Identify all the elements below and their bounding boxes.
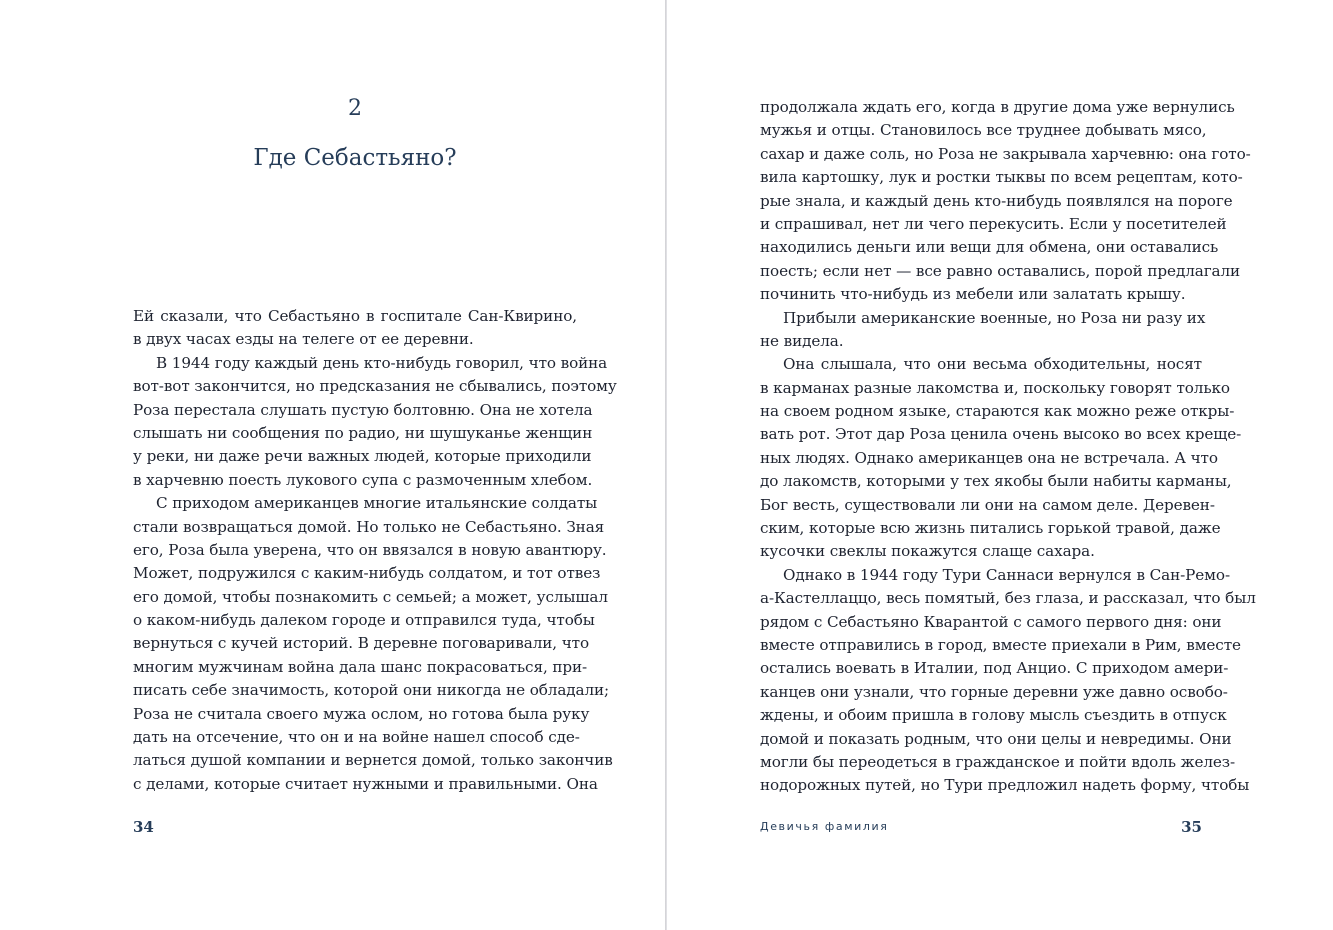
right-page <box>760 0 1256 930</box>
text-line: в карманах разные лакомства и, поскольку говорят только <box>760 378 1230 397</box>
left-page-body <box>133 305 617 796</box>
text-line: рядом с Себастьяно Кварантой с самого первого дня: они <box>760 612 1222 631</box>
text-line: вила картошку, лук и ростки тыквы по всем рецептам, кото- <box>760 168 1243 187</box>
text-line: с делами, которые считает нужными и правильными. Она <box>133 774 598 793</box>
text-line: вот-вот закончится, но предсказания не сбывались, поэтому <box>133 377 617 396</box>
text-line: продолжала ждать его, когда в другие дома уже вернулись <box>760 98 1235 116</box>
text-line: ским, которые всю жизнь питались горькой травой, даже <box>760 519 1221 538</box>
text-line: в двух часах езды на телеге от ее деревни. <box>133 330 474 349</box>
text-line: стали возвращаться домой. Но только не Себастьяно. Зная <box>133 517 605 536</box>
left-page <box>133 0 617 930</box>
text-line: остались воевать в Италии, под Анцио. С приходом амери- <box>760 659 1229 678</box>
text-line: многим мужчинам война дала шанс покрасоваться, при- <box>133 657 588 676</box>
text-line: Роза перестала слушать пустую болтовню. Она не хотела <box>133 400 593 419</box>
text-line: Она слышала, что они весьма обходительны, носят <box>783 355 1202 374</box>
text-line: могли бы переодеться в гражданское и пойти вдоль желез- <box>760 752 1236 771</box>
text-line: вместе отправились в город, вместе приехали в Рим, вместе <box>760 635 1241 654</box>
text-line: находились деньги или вещи для обмена, они оставались <box>760 238 1219 257</box>
text-line: о каком-нибудь далеком городе и отправился туда, чтобы <box>133 611 595 630</box>
text-line: на своем родном языке, стараются как можно реже откры- <box>760 402 1235 421</box>
text-line: Роза не считала своего мужа ослом, но готова была руку <box>133 704 590 723</box>
text-line: сахар и даже соль, но Роза не закрывала харчевню: она гото- <box>760 144 1251 163</box>
text-line: латься душой компании и вернется домой, только закончив <box>133 751 613 770</box>
text-line: и спрашивал, нет ли чего перекусить. Если у посетителей <box>760 214 1227 233</box>
text-line: Может, подружился с каким-нибудь солдатом, и тот отвез <box>133 564 601 583</box>
text-line: Ей сказали, что Себастьяно в госпитале Сан-Квирино, <box>133 307 577 325</box>
chapter-title: Где Себастьяно? <box>253 145 457 171</box>
text-line: вать рот. Этот дар Роза ценила очень высоко во всех креще- <box>760 425 1242 444</box>
text-line: его, Роза была уверена, что он ввязался в новую авантюру. <box>133 540 607 559</box>
text-line: ных людях. Однако американцев она не встречала. А что <box>760 448 1218 467</box>
text-line: Прибыли американские военные, но Роза ни разу их <box>783 308 1206 327</box>
text-line: ждены, и обоим пришла в голову мысль съездить в отпуск <box>760 706 1227 725</box>
text-line: Бог весть, существовали ли они на самом деле. Деревен- <box>760 495 1215 514</box>
text-line: а-Кастеллаццо, весь помятый, без глаза, и рассказал, что был <box>760 589 1256 608</box>
page-number: 35 <box>1181 818 1202 836</box>
page-number: 34 <box>133 818 154 836</box>
text-line: в харчевню поесть лукового супа с размоченным хлебом. <box>133 470 593 489</box>
text-line: рые знала, и каждый день кто-нибудь появлялся на пороге <box>760 191 1233 210</box>
text-line: нодорожных путей, но Тури предложил надеть форму, чтобы <box>760 776 1250 795</box>
text-line: до лакомств, которыми у тех якобы были набиты карманы, <box>760 472 1232 491</box>
text-line: домой и показать родным, что они целы и невредимы. Они <box>760 729 1232 748</box>
text-line: поесть; если нет — все равно оставались, порой предлагали <box>760 261 1241 280</box>
text-line: его домой, чтобы познакомить с семьей; а может, услышал <box>133 587 608 606</box>
text-line: не видела. <box>760 331 844 350</box>
text-line: С приходом американцев многие итальянские солдаты <box>156 494 598 513</box>
text-line: писать себе значимость, которой они никогда не обладали; <box>133 681 610 700</box>
chapter-number: 2 <box>348 96 362 121</box>
text-line: кусочки свеклы покажутся слаще сахара. <box>760 542 1095 561</box>
right-page-body <box>760 96 1256 798</box>
text-line: В 1944 году каждый день кто-нибудь говорил, что война <box>156 353 608 372</box>
running-head: Девичья фамилия <box>760 820 889 833</box>
text-line: вернуться с кучей историй. В деревне поговаривали, что <box>133 634 590 653</box>
text-line: у реки, ни даже речи важных людей, которые приходили <box>133 447 592 466</box>
text-line: слышать ни сообщения по радио, ни шушуканье женщин <box>133 423 593 442</box>
text-line: канцев они узнали, что горные деревни уже давно освобо- <box>760 682 1228 701</box>
book-gutter <box>665 0 667 930</box>
text-line: дать на отсечение, что он и на войне нашел способ сде- <box>133 728 580 747</box>
text-line: Однако в 1944 году Тури Саннаси вернулся в Сан-Ремо- <box>783 565 1230 584</box>
text-line: мужья и отцы. Становилось все труднее добывать мясо, <box>760 121 1207 140</box>
text-line: починить что-нибудь из мебели или залатать крышу. <box>760 285 1186 304</box>
